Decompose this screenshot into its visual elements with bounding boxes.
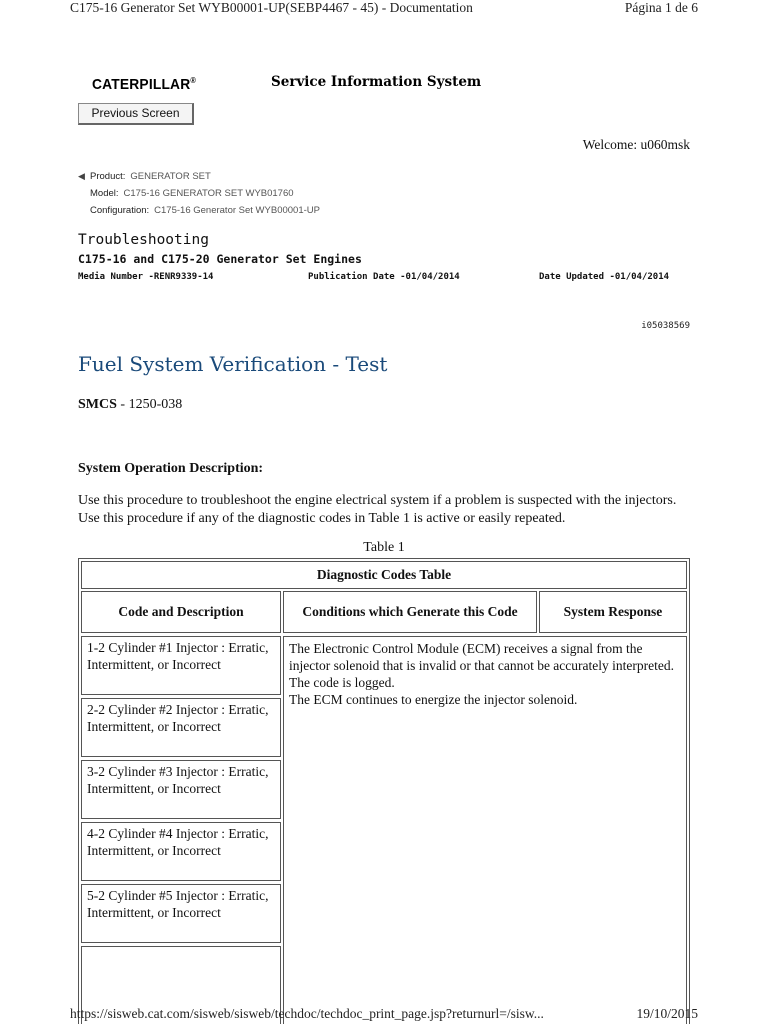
table-row-code-2: 2-2 Cylinder #2 Injector : Erratic, Intermittent, or Incorrect (81, 698, 281, 757)
welcome-text: Welcome: u060msk (582, 137, 690, 152)
document-type: Troubleshooting (78, 232, 209, 248)
product-row (78, 168, 320, 185)
conditions-response-cell (283, 636, 687, 1024)
response-line-3: The ECM continues to energize the injector solenoid. (289, 692, 578, 707)
date-updated: Date Updated -01/04/2014 (539, 272, 670, 282)
table-row-code-5: 5-2 Cylinder #5 Injector : Erratic, Intermittent, or Incorrect (81, 884, 281, 943)
column-header-conditions: Conditions which Generate this Code (283, 591, 537, 633)
table-row-code-4: 4-2 Cylinder #4 Injector : Erratic, Intermittent, or Incorrect (81, 822, 281, 881)
model-value: C175-16 GENERATOR SET WYB01760 (123, 188, 294, 199)
product-value: GENERATOR SET (130, 171, 211, 182)
logo-registered-mark: ® (190, 76, 196, 85)
document-id: i05038569 (641, 321, 690, 331)
response-line-2: The code is logged. (289, 675, 395, 690)
configuration-key: Configuration: (90, 205, 150, 216)
media-number: Media Number -RENR9339-14 (78, 272, 214, 282)
print-page-count: Página 1 de 6 (624, 0, 698, 15)
table-row-code-1: 1-2 Cylinder #1 Injector : Erratic, Intermittent, or Incorrect (81, 636, 281, 695)
print-date: 19/10/2015 (636, 1006, 698, 1021)
back-arrow-icon[interactable]: ◀ (78, 171, 85, 181)
product-key: Product: (90, 171, 126, 182)
diagnostic-codes-table (78, 558, 690, 1024)
table-title: Diagnostic Codes Table (81, 561, 687, 589)
print-doc-title: C175-16 Generator Set WYB00001-UP(SEBP4467 - 45) - Documentation (70, 0, 473, 15)
print-url: https://sisweb.cat.com/sisweb/sisweb/techdoc/techdoc_print_page.jsp?returnurl=/sisw... (70, 1006, 544, 1021)
smcs-label: SMCS (78, 397, 117, 412)
print-header (0, 0, 768, 20)
column-header-code: Code and Description (81, 591, 281, 633)
product-info (78, 168, 320, 219)
logo-text: CATERPILLAR (92, 76, 191, 93)
previous-screen-button[interactable]: Previous Screen (78, 103, 194, 125)
column-header-response: System Response (539, 591, 687, 633)
document-subtitle: C175-16 and C175-20 Generator Set Engines (78, 252, 362, 266)
page-title: Fuel System Verification - Test (78, 352, 388, 376)
model-key: Model: (90, 188, 119, 199)
configuration-value: C175-16 Generator Set WYB00001-UP (154, 205, 320, 216)
system-title: Service Information System (271, 74, 482, 90)
publication-date: Publication Date -01/04/2014 (308, 272, 460, 282)
smcs-value: - 1250-038 (116, 397, 183, 412)
intro-paragraph: Use this procedure to troubleshoot the engine electrical system if a problem is suspected with the injectors. Use this procedure if any of the diagnostic codes in Table 1 is active or easily repeated. (78, 493, 677, 526)
smcs-code (78, 397, 182, 413)
table-row-code-3: 3-2 Cylinder #3 Injector : Erratic, Intermittent, or Incorrect (81, 760, 281, 819)
response-line-1: The Electronic Control Module (ECM) receives a signal from the injector solenoid that is invalid or that cannot be accurately interpreted. (289, 641, 674, 673)
section-heading: System Operation Description: (78, 461, 264, 476)
configuration-row (78, 202, 320, 219)
model-row (78, 185, 320, 202)
table-caption: Table 1 (363, 540, 405, 555)
caterpillar-logo (92, 76, 196, 93)
